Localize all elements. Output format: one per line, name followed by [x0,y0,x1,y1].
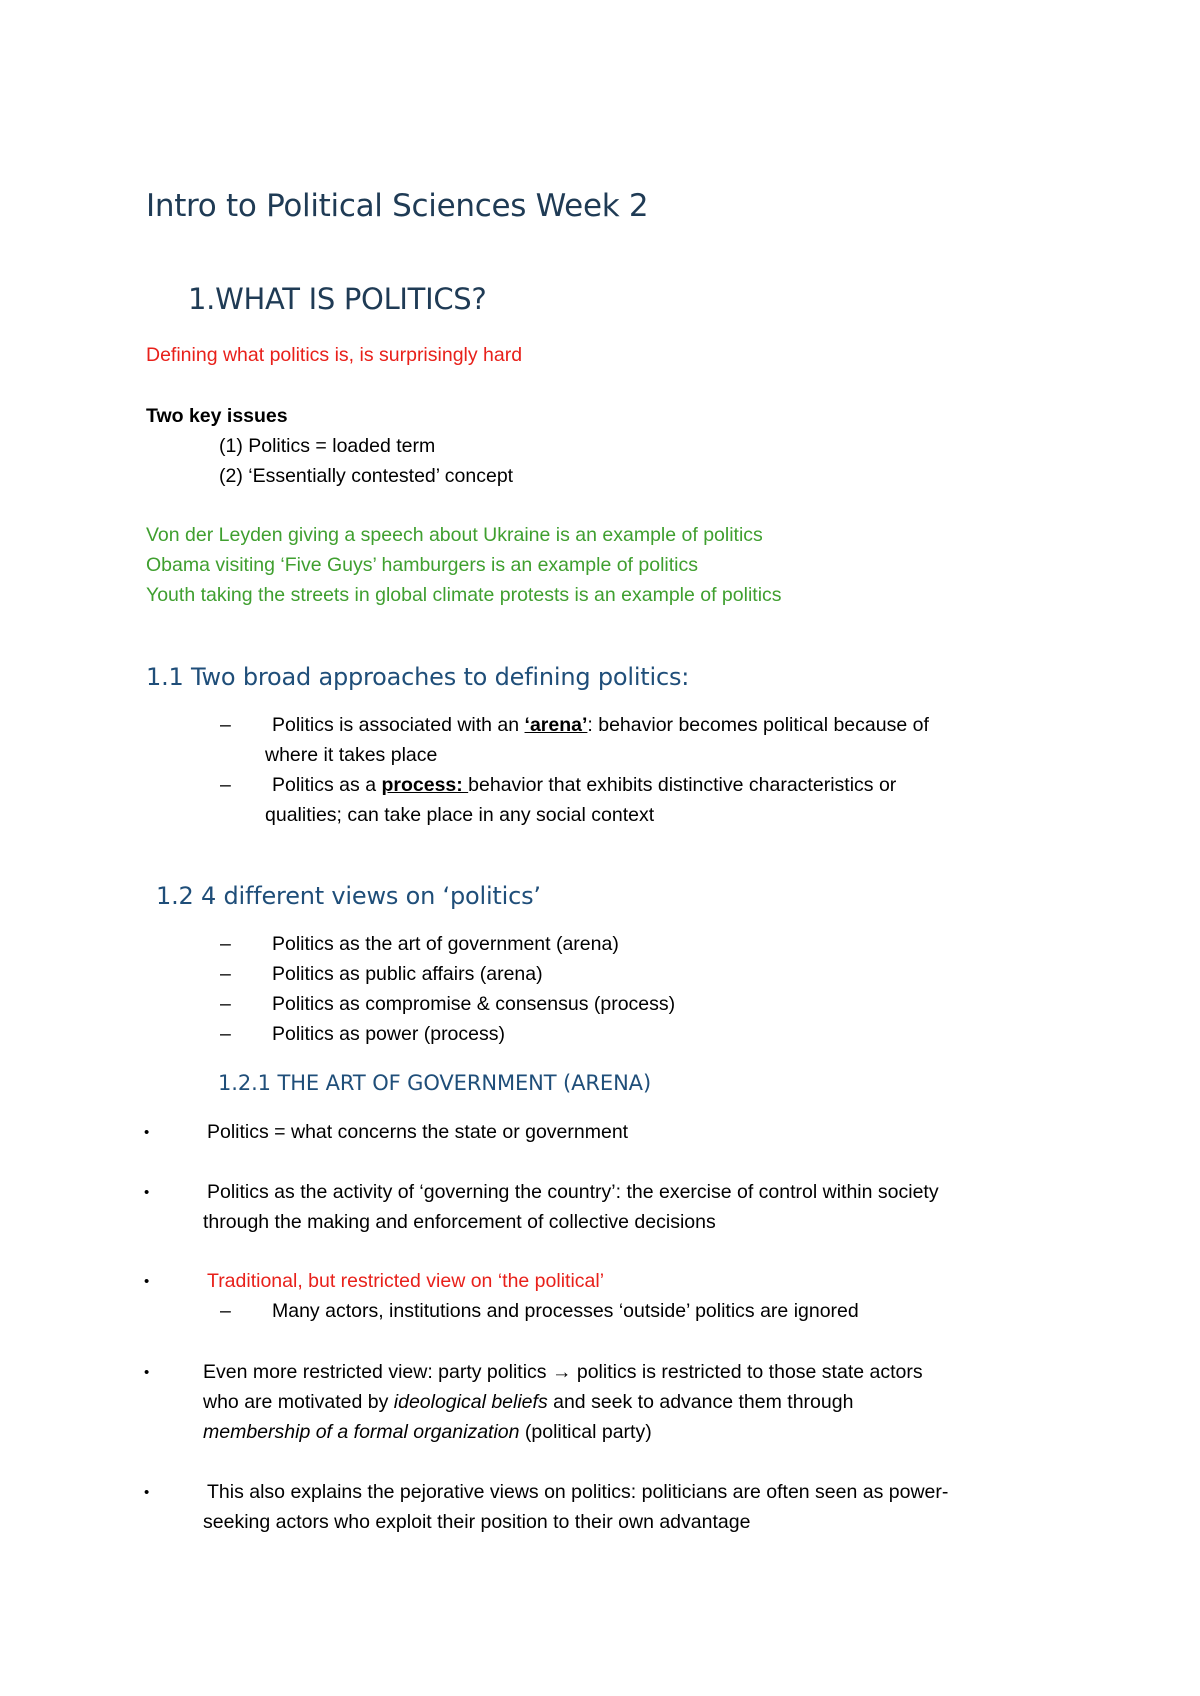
political-party: (political party) [519,1421,652,1443]
process-term: process: [381,774,469,796]
party-politics-pre: Even more restricted view: party politics [203,1361,552,1383]
arrow-right-icon: → [551,1361,572,1383]
party-politics-post: politics is restricted to those state actors [571,1361,923,1383]
page-title: Intro to Political Sciences Week 2 [146,188,649,224]
view-item: Politics as the art of government (arena) [272,933,619,955]
approach-arena-line-2: where it takes place [265,744,438,766]
art-bullet-3: Traditional, but restricted view on ‘the political’ [207,1270,605,1292]
art-bullet-4-line-3 [203,1421,652,1444]
art-bullet-4-line-2 [203,1391,853,1414]
art-bullet-5-line-1: This also explains the pejorative views on politics: politicians are often seen as power- [207,1481,949,1503]
bullet-marker: • [144,1484,150,1501]
art-bullet-3-sub: Many actors, institutions and processes ‘outside’ politics are ignored [272,1300,859,1322]
example-line: Von der Leyden giving a speech about Ukraine is an example of politics [146,524,763,546]
approach-arena-line [272,714,929,737]
section-1-heading [188,282,487,316]
section-1-2-heading: 1.2 4 different views on ‘politics’ [156,882,541,910]
view-item: Politics as compromise & consensus (process) [272,993,676,1015]
bullet-marker: • [144,1364,150,1381]
section-1-intro: Defining what politics is, is surprisingly hard [146,344,523,366]
section-1-title: WHAT IS POLITICS? [215,282,487,316]
approach-arena-pre: Politics is associated with an [272,714,525,736]
art-bullet-2-line-2: through the making and enforcement of collective decisions [203,1211,716,1233]
arena-term: ‘arena’ [524,714,588,736]
approach-process-line [272,774,896,797]
motivated-post: and seek to advance them through [547,1391,854,1413]
dash-marker: – [220,963,231,985]
key-issue-item: (1) Politics = loaded term [219,435,436,457]
dash-marker: – [220,933,231,955]
approach-process-post: behavior that exhibits distinctive characteristics or [468,774,897,796]
view-item: Politics as power (process) [272,1023,505,1045]
key-issues-label: Two key issues [146,405,288,427]
view-item: Politics as public affairs (arena) [272,963,543,985]
example-line: Obama visiting ‘Five Guys’ hamburgers is an example of politics [146,554,698,576]
approach-arena-post: : behavior becomes political because of [587,714,929,736]
bullet-marker: • [144,1124,150,1141]
key-issue-item: (2) ‘Essentially contested’ concept [219,465,514,487]
dash-marker: – [220,993,231,1015]
motivated-pre: who are motivated by [203,1391,394,1413]
dash-marker: – [220,1023,231,1045]
section-1-1-heading: 1.1 Two broad approaches to defining politics: [146,663,690,691]
ideological-beliefs: ideological beliefs [393,1391,548,1413]
dash-marker: – [220,1300,231,1322]
bullet-marker: • [144,1184,150,1201]
art-bullet-4-line-1 [203,1361,923,1384]
section-1-number: 1. [188,282,216,316]
example-line: Youth taking the streets in global climate protests is an example of politics [146,584,782,606]
dash-marker: – [220,714,231,736]
dash-marker: – [220,774,231,796]
approach-process-pre: Politics as a [272,774,382,796]
section-1-2-1-heading: 1.2.1 THE ART OF GOVERNMENT (ARENA) [218,1071,652,1095]
approach-process-line-2: qualities; can take place in any social context [265,804,655,826]
art-bullet-1: Politics = what concerns the state or government [207,1121,629,1143]
art-bullet-5-line-2: seeking actors who exploit their position to their own advantage [203,1511,751,1533]
art-bullet-2-line-1: Politics as the activity of ‘governing the country’: the exercise of control within society [207,1181,939,1203]
bullet-marker: • [144,1273,150,1290]
formal-organization: membership of a formal organization [203,1421,520,1443]
